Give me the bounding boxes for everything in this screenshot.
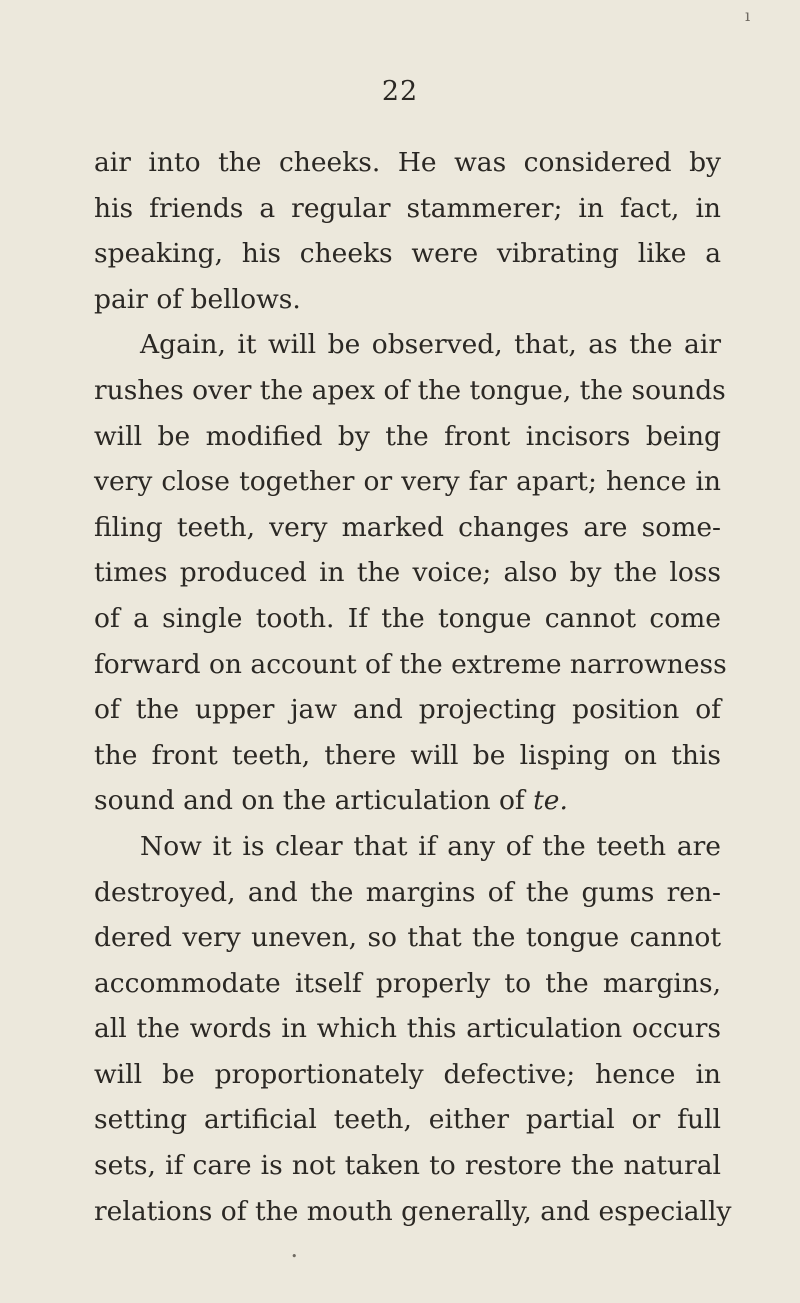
margin-mark: • [291,1250,298,1263]
text-line: accommodate itself properly to the margins, [94,967,721,999]
text-line: pair of bellows. [94,283,301,315]
paragraph-start-line: Again, it will be observed, that, as the air [140,329,721,361]
text-line: relations of the mouth generally, and especially [94,1195,732,1227]
text-line-body: sound and on the articulation of [94,785,525,817]
italic-term: te. [533,785,568,817]
text-line: speaking, his cheeks were vibrating like a [94,238,721,270]
margin-mark: ı [745,6,751,25]
text-line: will be proportionately defective; hence in [94,1058,721,1090]
paragraph-start-line: Now it is clear that if any of the teeth are [140,830,721,862]
text-line: air into the cheeks. He was considered by [94,147,721,178]
body-text [94,140,732,1234]
text-line: filing teeth, very marked changes are some- [94,511,721,543]
text-line: the front teeth, there will be lisping on this [94,739,721,771]
text-line: forward on account of the extreme narrowness [94,648,727,680]
text-line: of a single tooth. If the tongue cannot come [94,602,721,634]
text-line: setting artificial teeth, either partial or full [94,1104,721,1136]
text-line: sets, if care is not taken to restore the natural [94,1150,721,1182]
text-line: his friends a regular stammerer; in fact, in [94,192,721,224]
page-number: 22 [381,76,419,107]
text-line: destroyed, and the margins of the gums ren- [94,876,721,908]
text-line: rushes over the apex of the tongue, the sounds [94,374,726,406]
text-line: times produced in the voice; also by the loss [94,557,721,589]
text-line: dered very uneven, so that the tongue cannot [94,922,721,954]
text-line: very close together or very far apart; hence in [94,466,721,498]
text-line: will be modified by the front incisors being [94,420,721,452]
text-line [94,778,721,824]
text-line: of the upper jaw and projecting position of [94,694,721,726]
text-line: all the words in which this articulation occurs [94,1013,721,1045]
